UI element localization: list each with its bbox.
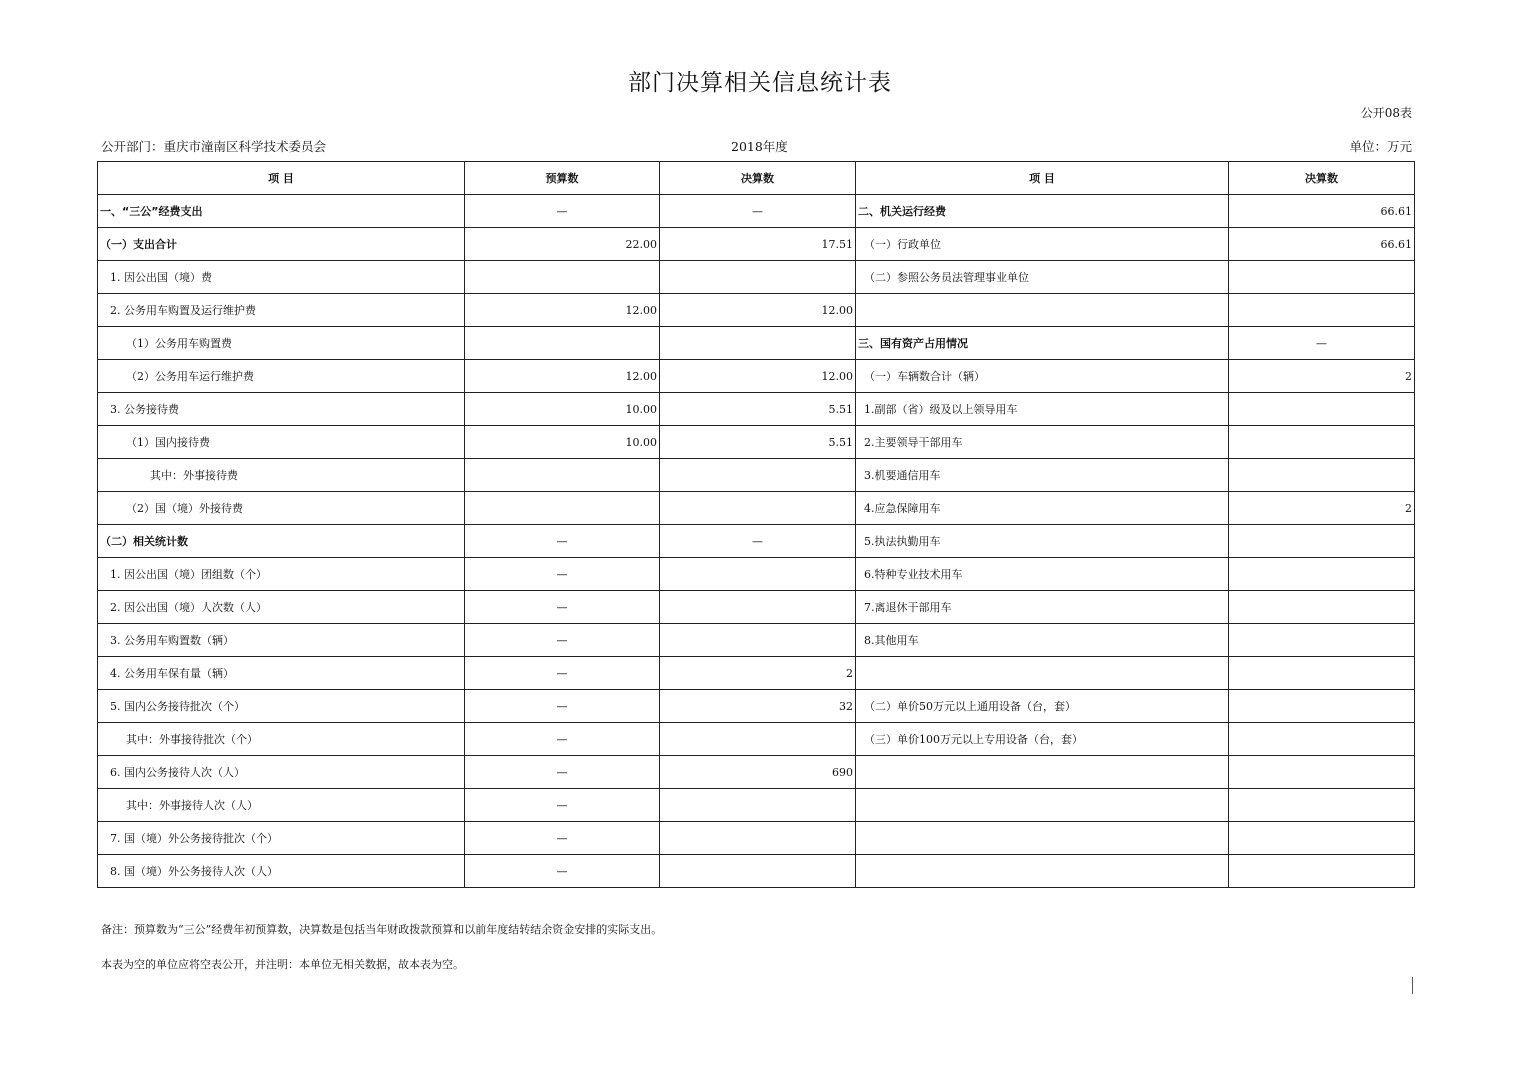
row-actual-right (1229, 261, 1415, 294)
row-actual-left (660, 591, 856, 624)
row-actual-left: — (660, 195, 856, 228)
row-item-left: （一）支出合计 (98, 228, 465, 261)
row-budget: 12.00 (465, 360, 660, 393)
row-actual-left: 17.51 (660, 228, 856, 261)
row-actual-left (660, 459, 856, 492)
row-item-right: 3.机要通信用车 (856, 459, 1229, 492)
page-title: 部门决算相关信息统计表 (628, 70, 892, 96)
row-item-left: 2. 公务用车购置及运行维护费 (98, 294, 465, 327)
table-row (98, 360, 1415, 393)
table-row (98, 228, 1415, 261)
table-row (98, 822, 1415, 855)
row-actual-left (660, 822, 856, 855)
footnote-remark: 备注：预算数为“三公”经费年初预算数，决算数是包括当年财政拨款预算和以前年度结转结余资金安排的实际支出。 (101, 923, 663, 936)
row-item-left: 2. 因公出国（境）人次数（人） (98, 591, 465, 624)
row-actual-right (1229, 558, 1415, 591)
table-row (98, 327, 1415, 360)
table-row (98, 690, 1415, 723)
table-row (98, 657, 1415, 690)
row-item-left: 1. 因公出国（境）费 (98, 261, 465, 294)
row-budget: — (465, 690, 660, 723)
row-actual-right: — (1229, 327, 1415, 360)
header-item-left: 项 目 (98, 162, 465, 195)
row-actual-right (1229, 393, 1415, 426)
table-row (98, 756, 1415, 789)
row-actual-right (1229, 723, 1415, 756)
table-row (98, 723, 1415, 756)
row-item-left: 1. 因公出国（境）团组数（个） (98, 558, 465, 591)
row-actual-left (660, 261, 856, 294)
statistics-table (97, 161, 1415, 888)
row-item-left: （二）相关统计数 (98, 525, 465, 558)
row-budget: 22.00 (465, 228, 660, 261)
row-actual-left: 5.51 (660, 393, 856, 426)
table-row (98, 855, 1415, 888)
row-item-right: 二、机关运行经费 (856, 195, 1229, 228)
row-item-right: 6.特种专业技术用车 (856, 558, 1229, 591)
row-item-right: （三）单价100万元以上专用设备（台，套） (856, 723, 1229, 756)
row-item-left: 6. 国内公务接待人次（人） (98, 756, 465, 789)
row-actual-right (1229, 855, 1415, 888)
row-actual-right: 2 (1229, 360, 1415, 393)
row-actual-left (660, 723, 856, 756)
row-actual-right (1229, 624, 1415, 657)
row-item-right (856, 822, 1229, 855)
row-item-right: 1.副部（省）级及以上领导用车 (856, 393, 1229, 426)
table-row (98, 492, 1415, 525)
table-row (98, 558, 1415, 591)
row-actual-left: 5.51 (660, 426, 856, 459)
row-budget (465, 327, 660, 360)
row-actual-right (1229, 459, 1415, 492)
row-item-left: 4. 公务用车保有量（辆） (98, 657, 465, 690)
row-item-right: （一）车辆数合计（辆） (856, 360, 1229, 393)
row-item-left: 其中：外事接待人次（人） (98, 789, 465, 822)
row-item-left: 5. 国内公务接待批次（个） (98, 690, 465, 723)
row-item-right (856, 657, 1229, 690)
table-row (98, 789, 1415, 822)
table-row (98, 393, 1415, 426)
table-row (98, 624, 1415, 657)
row-item-left: 3. 公务接待费 (98, 393, 465, 426)
table-row (98, 459, 1415, 492)
row-item-right: 4.应急保障用车 (856, 492, 1229, 525)
row-actual-left (660, 624, 856, 657)
row-budget: — (465, 195, 660, 228)
row-actual-right: 66.61 (1229, 195, 1415, 228)
row-item-left: 其中：外事接待批次（个） (98, 723, 465, 756)
header-actual-right: 决算数 (1229, 162, 1415, 195)
row-actual-right (1229, 756, 1415, 789)
row-item-left: 8. 国（境）外公务接待人次（人） (98, 855, 465, 888)
row-budget: — (465, 855, 660, 888)
row-budget (465, 492, 660, 525)
table-row (98, 426, 1415, 459)
table-row (98, 591, 1415, 624)
row-budget: — (465, 723, 660, 756)
table-header-row (98, 162, 1415, 195)
row-budget: — (465, 525, 660, 558)
row-budget: — (465, 558, 660, 591)
header-actual-left: 决算数 (660, 162, 856, 195)
row-actual-left: — (660, 525, 856, 558)
row-item-right: 三、国有资产占用情况 (856, 327, 1229, 360)
row-actual-right: 66.61 (1229, 228, 1415, 261)
row-actual-right: 2 (1229, 492, 1415, 525)
row-budget (465, 459, 660, 492)
row-actual-left (660, 789, 856, 822)
row-actual-left: 690 (660, 756, 856, 789)
row-actual-right (1229, 822, 1415, 855)
row-budget: — (465, 591, 660, 624)
row-actual-left (660, 492, 856, 525)
row-actual-left (660, 855, 856, 888)
row-actual-right (1229, 591, 1415, 624)
row-actual-left (660, 558, 856, 591)
row-item-left: （2）国（境）外接待费 (98, 492, 465, 525)
row-item-left: （1）公务用车购置费 (98, 327, 465, 360)
row-item-right (856, 789, 1229, 822)
table-row (98, 261, 1415, 294)
row-item-left: 7. 国（境）外公务接待批次（个） (98, 822, 465, 855)
table-row (98, 195, 1415, 228)
row-budget (465, 261, 660, 294)
row-item-right: 2.主要领导干部用车 (856, 426, 1229, 459)
row-item-left: 3. 公务用车购置数（辆） (98, 624, 465, 657)
row-actual-right (1229, 294, 1415, 327)
row-item-left: 一、“三公”经费支出 (98, 195, 465, 228)
row-item-left: （1）国内接待费 (98, 426, 465, 459)
row-budget: 10.00 (465, 426, 660, 459)
row-budget: 10.00 (465, 393, 660, 426)
row-actual-left (660, 327, 856, 360)
row-item-right (856, 294, 1229, 327)
header-item-right: 项 目 (856, 162, 1229, 195)
row-item-left: 其中：外事接待费 (98, 459, 465, 492)
row-item-right: （一）行政单位 (856, 228, 1229, 261)
row-budget: — (465, 789, 660, 822)
table-row (98, 294, 1415, 327)
unit-label: 单位：万元 (1349, 139, 1412, 154)
header-budget: 预算数 (465, 162, 660, 195)
row-budget: — (465, 822, 660, 855)
row-item-right (856, 855, 1229, 888)
row-budget: — (465, 657, 660, 690)
table-number: 公开08表 (1360, 106, 1412, 120)
row-actual-right (1229, 657, 1415, 690)
row-actual-left: 2 (660, 657, 856, 690)
footnote-empty-table: 本表为空的单位应将空表公开，并注明：本单位无相关数据，故本表为空。 (101, 958, 464, 971)
department-label: 公开部门：重庆市潼南区科学技术委员会 (101, 139, 327, 154)
row-budget: — (465, 756, 660, 789)
page-edge-mark (1412, 977, 1413, 994)
row-actual-right (1229, 426, 1415, 459)
row-item-left: （2）公务用车运行维护费 (98, 360, 465, 393)
row-actual-left: 12.00 (660, 294, 856, 327)
row-actual-left: 32 (660, 690, 856, 723)
row-item-right: （二）参照公务员法管理事业单位 (856, 261, 1229, 294)
row-item-right: 7.离退休干部用车 (856, 591, 1229, 624)
row-actual-right (1229, 525, 1415, 558)
row-actual-right (1229, 690, 1415, 723)
row-item-right (856, 756, 1229, 789)
row-budget: 12.00 (465, 294, 660, 327)
row-actual-left: 12.00 (660, 360, 856, 393)
row-budget: — (465, 624, 660, 657)
row-item-right: 8.其他用车 (856, 624, 1229, 657)
row-actual-right (1229, 789, 1415, 822)
fiscal-year: 2018年度 (731, 139, 788, 154)
row-item-right: 5.执法执勤用车 (856, 525, 1229, 558)
row-item-right: （二）单价50万元以上通用设备（台，套） (856, 690, 1229, 723)
table-row (98, 525, 1415, 558)
